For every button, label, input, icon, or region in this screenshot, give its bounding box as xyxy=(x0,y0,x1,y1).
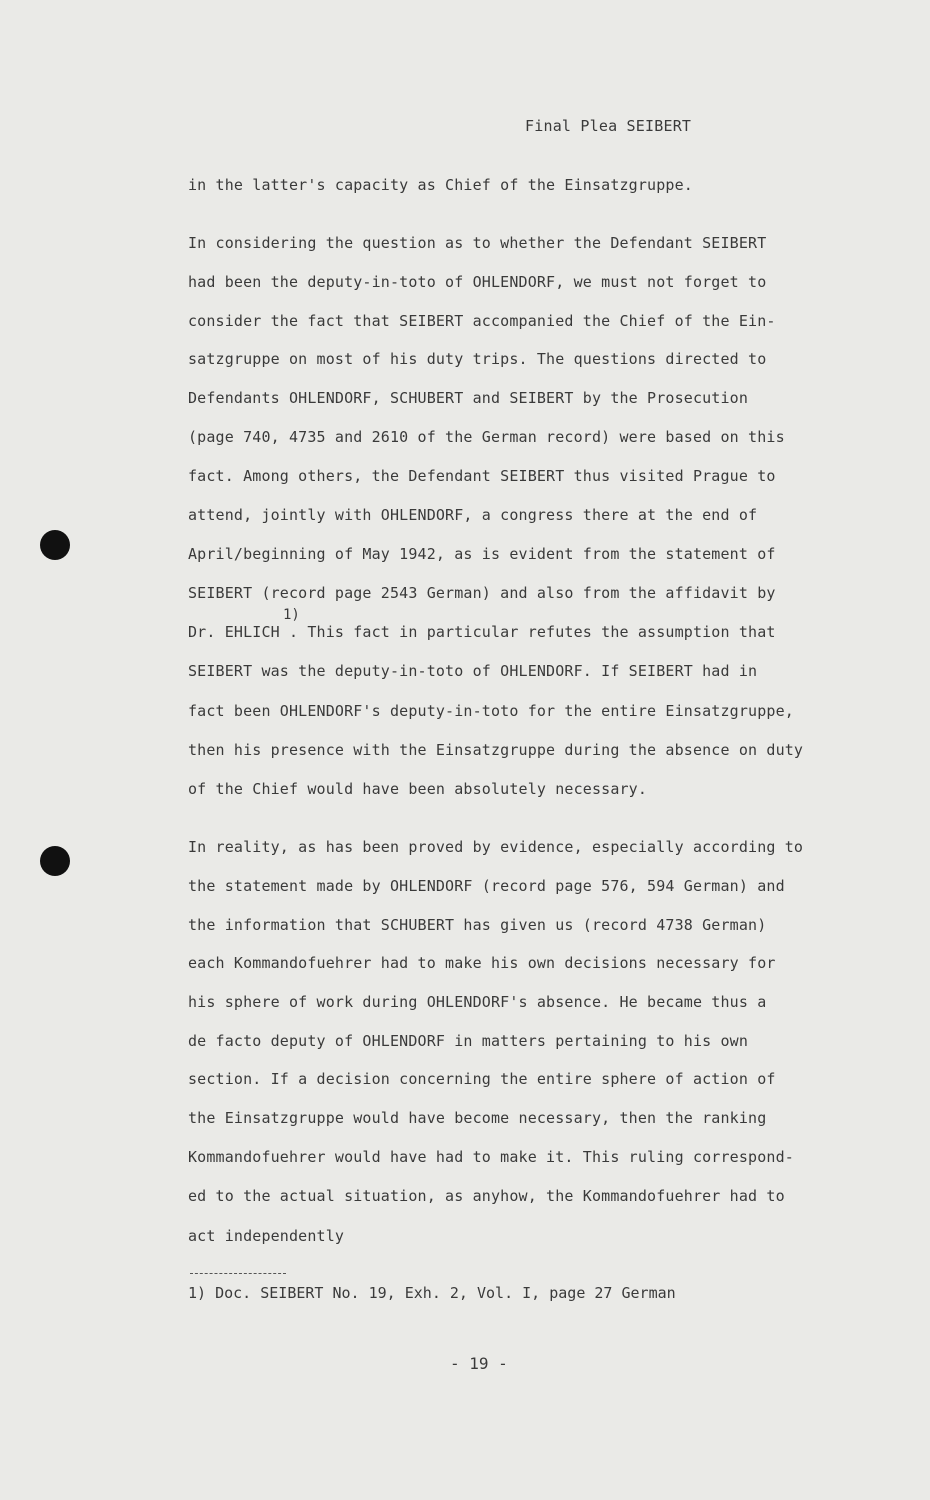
text-line: his sphere of work during OHLENDORF's absence. He became thus a xyxy=(188,993,767,1011)
punch-hole xyxy=(40,846,70,876)
text-line: consider the fact that SEIBERT accompanied the Chief of the Ein- xyxy=(188,312,776,330)
text-line: ed to the actual situation, as anyhow, the Kommandofuehrer had to xyxy=(188,1187,785,1205)
text-line: act independently xyxy=(188,1227,345,1245)
text-line: In reality, as has been proved by evidence, especially according to xyxy=(188,838,804,856)
footnote: 1) Doc. SEIBERT No. 19, Exh. 2, Vol. I, page 27 German xyxy=(188,1284,676,1302)
text-line: fact been OHLENDORF's deputy-in-toto for the entire Einsatzgruppe, xyxy=(188,702,794,720)
text-line: Dr. EHLICH . This fact in particular refutes the assumption that xyxy=(188,623,776,641)
text-line: then his presence with the Einsatzgruppe during the absence on duty xyxy=(188,741,804,759)
text-line: attend, jointly with OHLENDORF, a congress there at the end of xyxy=(188,506,758,524)
text-line: each Kommandofuehrer had to make his own decisions necessary for xyxy=(188,954,776,972)
text-line: April/beginning of May 1942, as is evident from the statement of xyxy=(188,545,776,563)
text-line: the Einsatzgruppe would have become necessary, then the ranking xyxy=(188,1109,767,1127)
page-header: Final Plea SEIBERT xyxy=(525,117,692,135)
text-line: the statement made by OHLENDORF (record page 576, 594 German) and xyxy=(188,877,785,895)
text-line: Defendants OHLENDORF, SCHUBERT and SEIBERT by the Prosecution xyxy=(188,389,749,407)
text-line: of the Chief would have been absolutely necessary. xyxy=(188,780,648,798)
page-number: - 19 - xyxy=(450,1354,508,1373)
text-line: in the latter's capacity as Chief of the Einsatzgruppe. xyxy=(188,176,693,194)
text-line: SEIBERT was the deputy-in-toto of OHLENDORF. If SEIBERT had in xyxy=(188,662,758,680)
text-line: Kommandofuehrer would have had to make it. This ruling correspond- xyxy=(188,1148,794,1166)
text-line: de facto deputy of OHLENDORF in matters pertaining to his own xyxy=(188,1032,749,1050)
text-line: had been the deputy-in-toto of OHLENDORF, we must not forget to xyxy=(188,273,767,291)
text-line: section. If a decision concerning the entire sphere of action of xyxy=(188,1070,776,1088)
text-line: satzgruppe on most of his duty trips. The questions directed to xyxy=(188,350,767,368)
footnote-divider xyxy=(190,1273,286,1274)
text-line: the information that SCHUBERT has given us (record 4738 German) xyxy=(188,916,767,934)
footnote-marker: 1) xyxy=(283,607,300,623)
text-line: fact. Among others, the Defendant SEIBERT thus visited Prague to xyxy=(188,467,776,485)
punch-hole xyxy=(40,530,70,560)
text-line: (page 740, 4735 and 2610 of the German record) were based on this xyxy=(188,428,785,446)
text-line: SEIBERT (record page 2543 German) and also from the affidavit by xyxy=(188,584,776,602)
text-line: In considering the question as to whether the Defendant SEIBERT xyxy=(188,234,767,252)
